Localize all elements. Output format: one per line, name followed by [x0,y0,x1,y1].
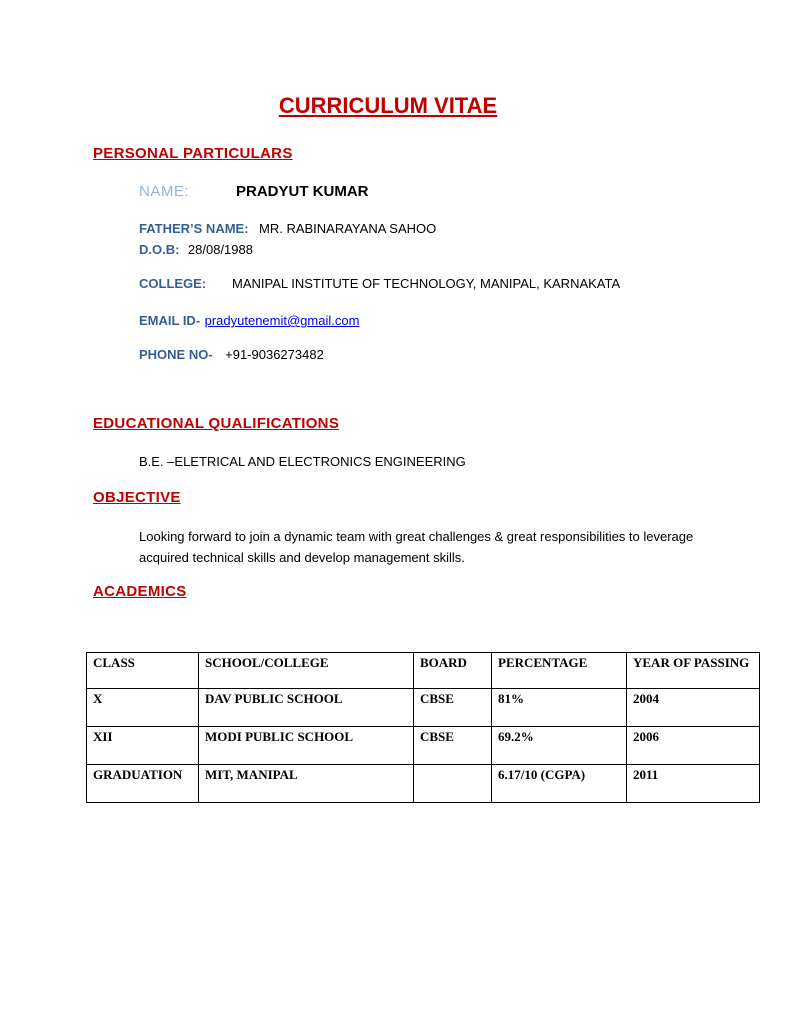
cell-school: MODI PUBLIC SCHOOL [199,727,414,765]
academics-table [86,652,760,803]
cell-class: GRADUATION [87,765,199,803]
cell-percentage: 69.2% [492,727,627,765]
header-school: SCHOOL/COLLEGE [199,653,414,689]
header-board: BOARD [414,653,492,689]
degree-text: B.E. –ELETRICAL AND ELECTRONICS ENGINEERING [139,454,466,469]
cell-board [414,765,492,803]
document-title: CURRICULUM VITAE [278,93,498,118]
cell-board: CBSE [414,727,492,765]
cell-year: 2004 [627,689,760,727]
email-row [139,312,359,330]
cell-percentage: 81% [492,689,627,727]
cell-class: XII [87,727,199,765]
header-year: YEAR OF PASSING [627,653,760,689]
phone-row [139,346,324,364]
cell-board: CBSE [414,689,492,727]
section-heading-personal: PERSONAL PARTICULARS [93,145,293,162]
father-label: FATHER’S NAME: [139,221,249,236]
cell-school: DAV PUBLIC SCHOOL [199,689,414,727]
phone-label: PHONE NO- [139,347,213,362]
cell-school: MIT, MANIPAL [199,765,414,803]
table-header-row [87,653,760,689]
email-link[interactable]: pradyutenemit@gmail.com [204,313,360,328]
email-label: EMAIL ID- [139,313,201,328]
table-row [87,689,760,727]
section-heading-academics: ACADEMICS [93,583,187,600]
phone-value: +91-9036273482 [225,347,324,362]
father-row [139,220,436,238]
college-label: COLLEGE: [139,276,207,291]
father-value: MR. RABINARAYANA SAHOO [259,221,437,236]
cell-class: X [87,689,199,727]
table-row [87,765,760,803]
name-label: NAME: [139,183,190,200]
section-heading-education: EDUCATIONAL QUALIFICATIONS [93,415,340,432]
college-value: MANIPAL INSTITUTE OF TECHNOLOGY, MANIPAL, KARNAKATA [232,276,621,291]
objective-text: Looking forward to join a dynamic team with great challenges & great responsibilities to leverage acquired technical skills and develop management skills. [139,529,694,565]
cell-percentage: 6.17/10 (CGPA) [492,765,627,803]
name-row [139,183,189,201]
cell-year: 2006 [627,727,760,765]
cell-year: 2011 [627,765,760,803]
dob-row [139,241,253,259]
table-row [87,727,760,765]
dob-value: 28/08/1988 [187,242,253,257]
header-class: CLASS [87,653,199,689]
header-percentage: PERCENTAGE [492,653,627,689]
section-heading-objective: OBJECTIVE [93,489,181,506]
dob-label: D.O.B: [139,242,180,257]
name-value: PRADYUT KUMAR [236,183,369,200]
